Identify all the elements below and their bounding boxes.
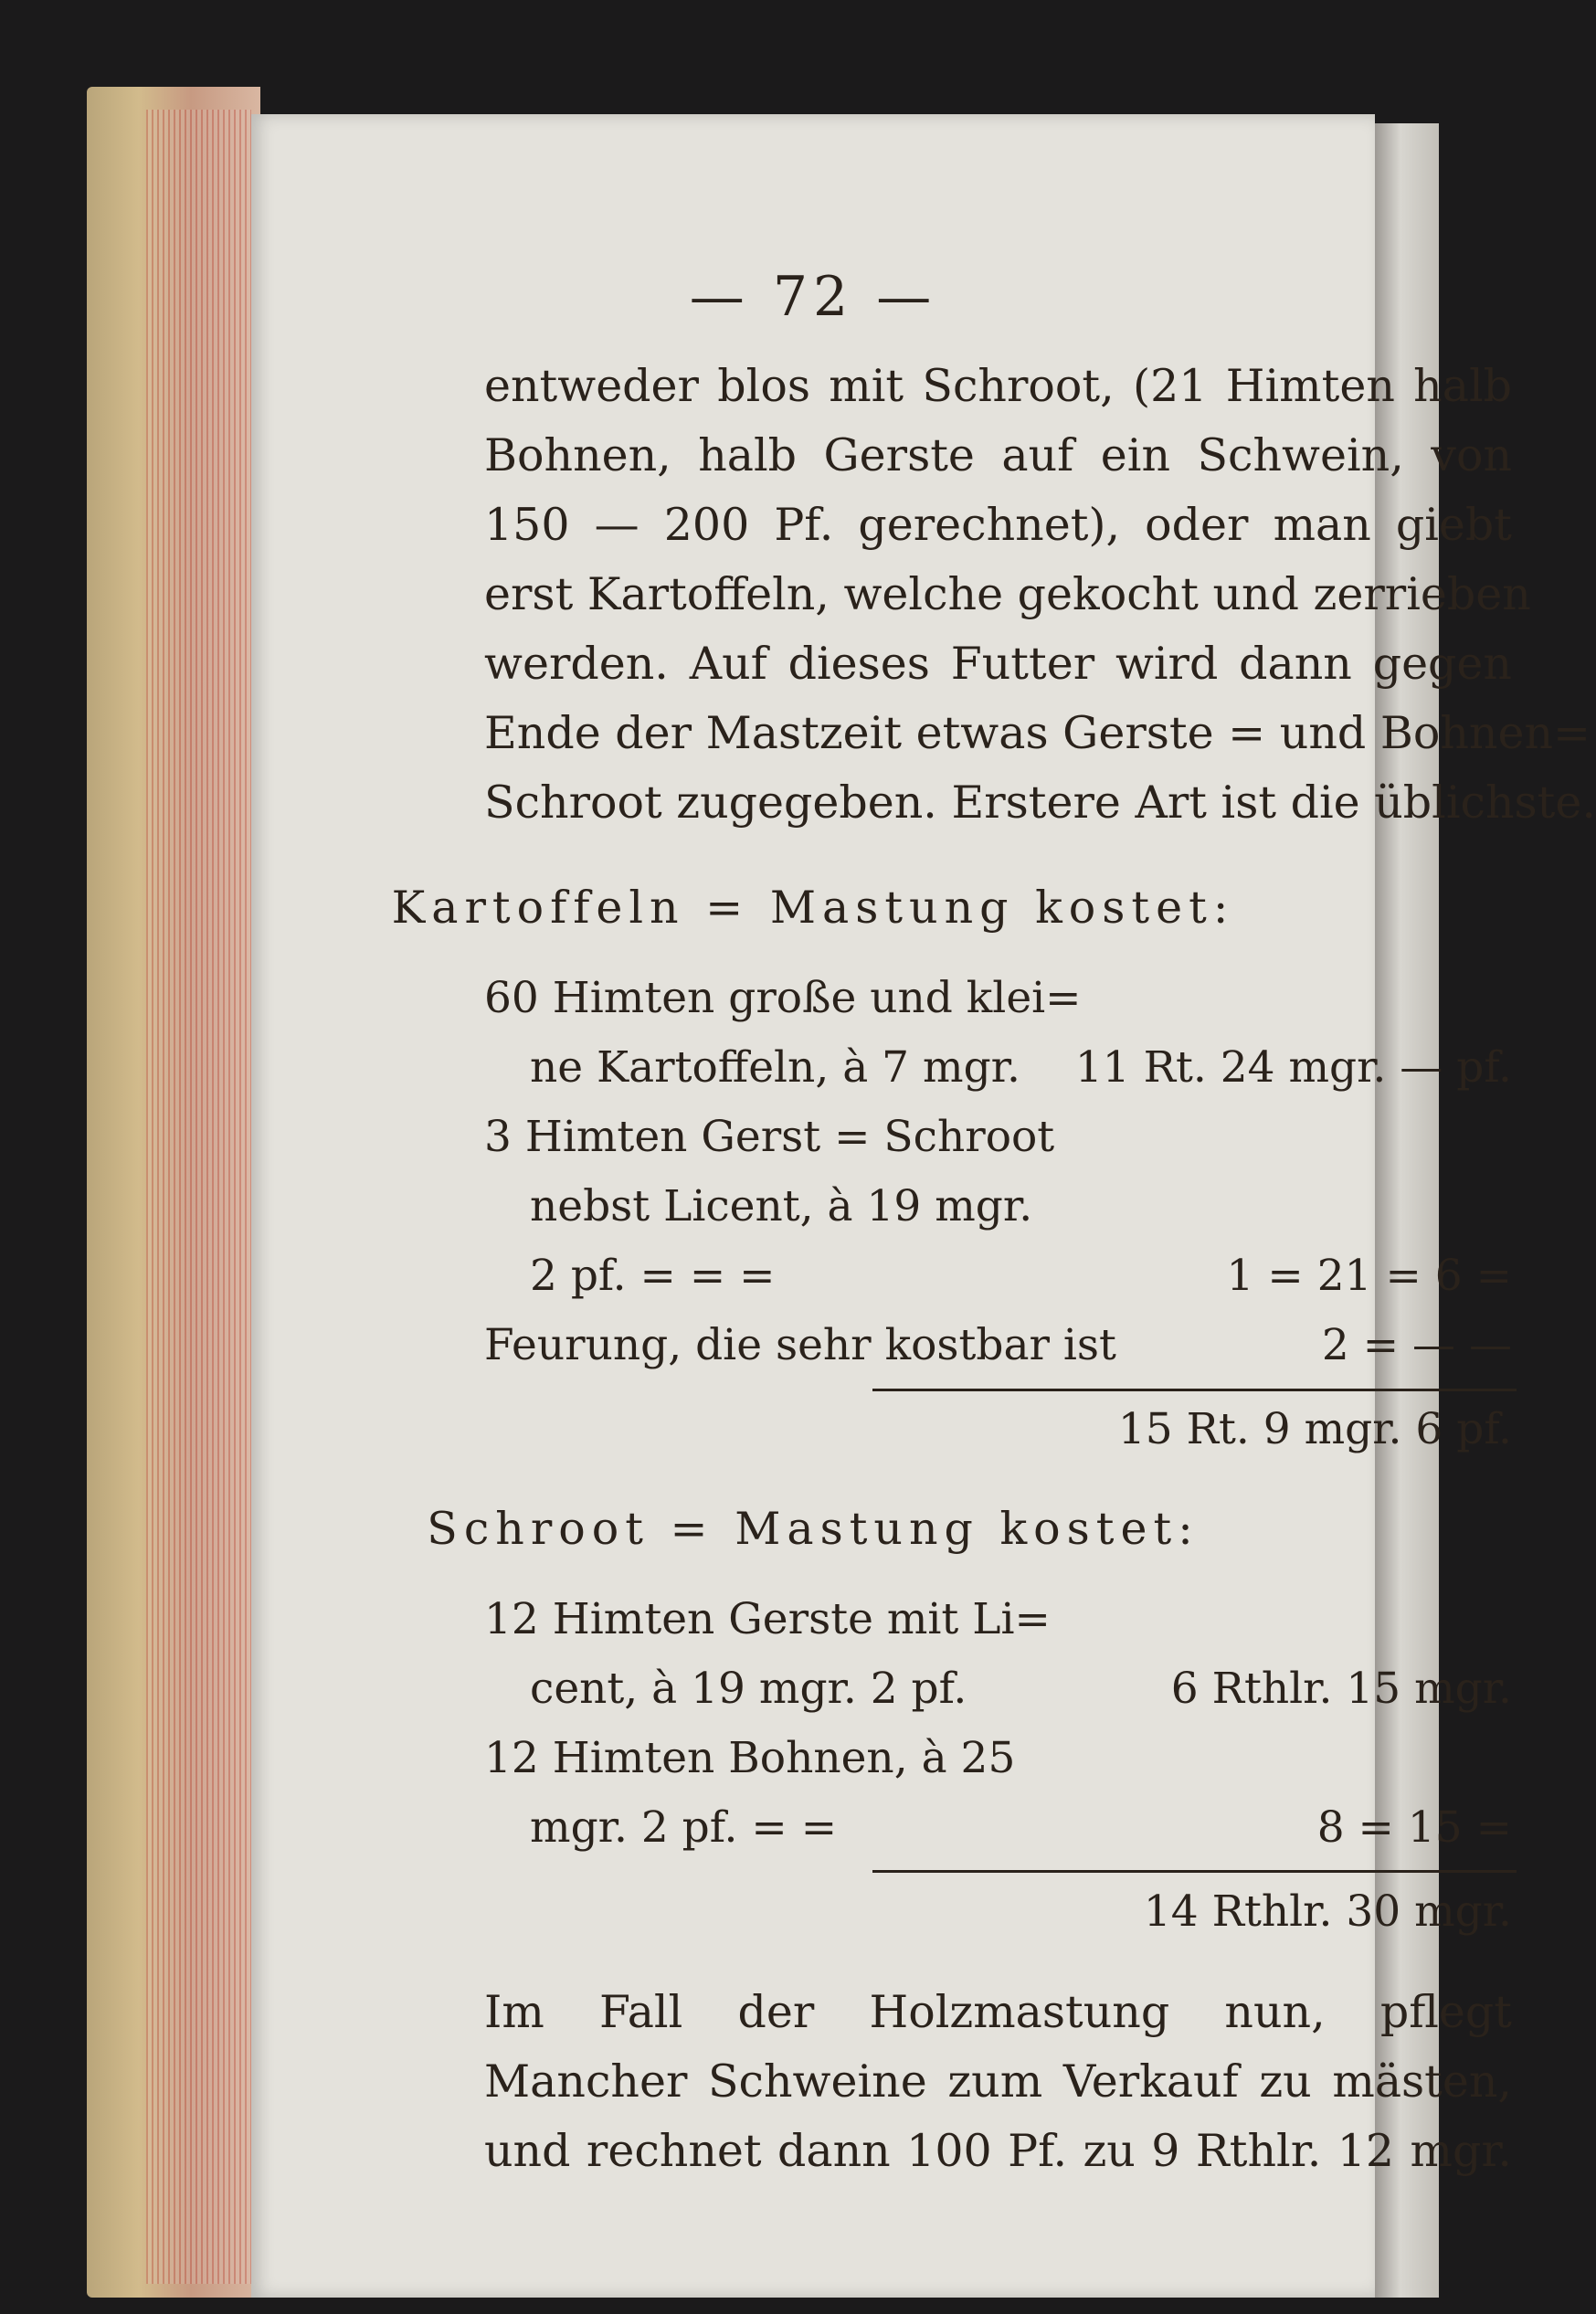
section-heading-2: Schroot = Mastung kostet: <box>427 1503 1200 1555</box>
table-row <box>484 1033 1512 1103</box>
book-page <box>251 114 1596 2298</box>
text-line: 150 — 200 Pf. gerechnet), oder man giebt <box>484 499 1512 551</box>
text-line: Bohnen, halb Gerste auf ein Schwein, von <box>484 429 1512 481</box>
row-label: mgr. 2 pf. = = <box>530 1802 838 1853</box>
table-row <box>484 964 1512 1033</box>
row-label: ne Kartoffeln, à 7 mgr. <box>530 1042 1020 1093</box>
table-row <box>484 1172 1512 1242</box>
table-row <box>484 1242 1512 1311</box>
row-amount: 1 = 21 = 6 = <box>1226 1251 1512 1301</box>
row-label: cent, à 19 mgr. 2 pf. <box>530 1664 967 1714</box>
row-label: 12 Himten Gerste mit Li= <box>484 1594 1051 1644</box>
table-row <box>484 1103 1512 1172</box>
row-label: 12 Himten Bohnen, à 25 <box>484 1733 1016 1783</box>
text-line: Im Fall der Holzmastung nun, pflegt <box>484 1986 1512 2038</box>
sum-rule <box>872 1389 1517 1391</box>
text-line: Mancher Schweine zum Verkauf zu mästen, <box>484 2055 1512 2108</box>
row-total: 15 Rt. 9 mgr. 6 pf. <box>1117 1404 1512 1454</box>
text-line: werden. Auf dieses Futter wird dann gegen <box>484 638 1512 690</box>
row-amount: 11 Rt. 24 mgr. — pf. <box>1074 1042 1512 1093</box>
table-total-row <box>484 1395 1512 1464</box>
text-line: Schroot zugegeben. Erstere Art ist die üblichste. <box>484 777 1596 829</box>
row-label: Feurung, die sehr kostbar ist <box>484 1320 1116 1370</box>
row-amount: 8 = 15 = <box>1316 1802 1512 1853</box>
table-total-row <box>484 1877 1512 1947</box>
row-amount: 6 Rthlr. 15 mgr. <box>1170 1664 1512 1714</box>
row-amount: 2 = — — <box>1321 1320 1512 1370</box>
text-line: erst Kartoffeln, welche gekocht und zerrieben <box>484 568 1531 620</box>
table-row <box>484 1311 1512 1380</box>
table-row <box>484 1793 1512 1863</box>
text-line: Ende der Mastzeit etwas Gerste = und Bohnen= <box>484 707 1591 759</box>
text-line: und rechnet dann 100 Pf. zu 9 Rthlr. 12 mgr. <box>484 2125 1512 2177</box>
row-label: 2 pf. = = = <box>530 1251 776 1301</box>
table-row <box>484 1585 1512 1654</box>
row-label: 60 Himten große und klei= <box>484 973 1082 1023</box>
page-edges <box>146 110 251 2284</box>
section-heading-1: Kartoffeln = Mastung kostet: <box>391 882 1235 934</box>
text-line: entweder blos mit Schroot, (21 Himten halb <box>484 360 1512 412</box>
table-row <box>484 1654 1512 1724</box>
row-label: nebst Licent, à 19 mgr. <box>530 1181 1033 1231</box>
table-row <box>484 1724 1512 1793</box>
row-total: 14 Rthlr. 30 mgr. <box>1143 1886 1512 1937</box>
row-label: 3 Himten Gerst = Schroot <box>484 1112 1055 1162</box>
page-number: — 72 — <box>689 265 937 329</box>
sum-rule <box>872 1870 1517 1873</box>
